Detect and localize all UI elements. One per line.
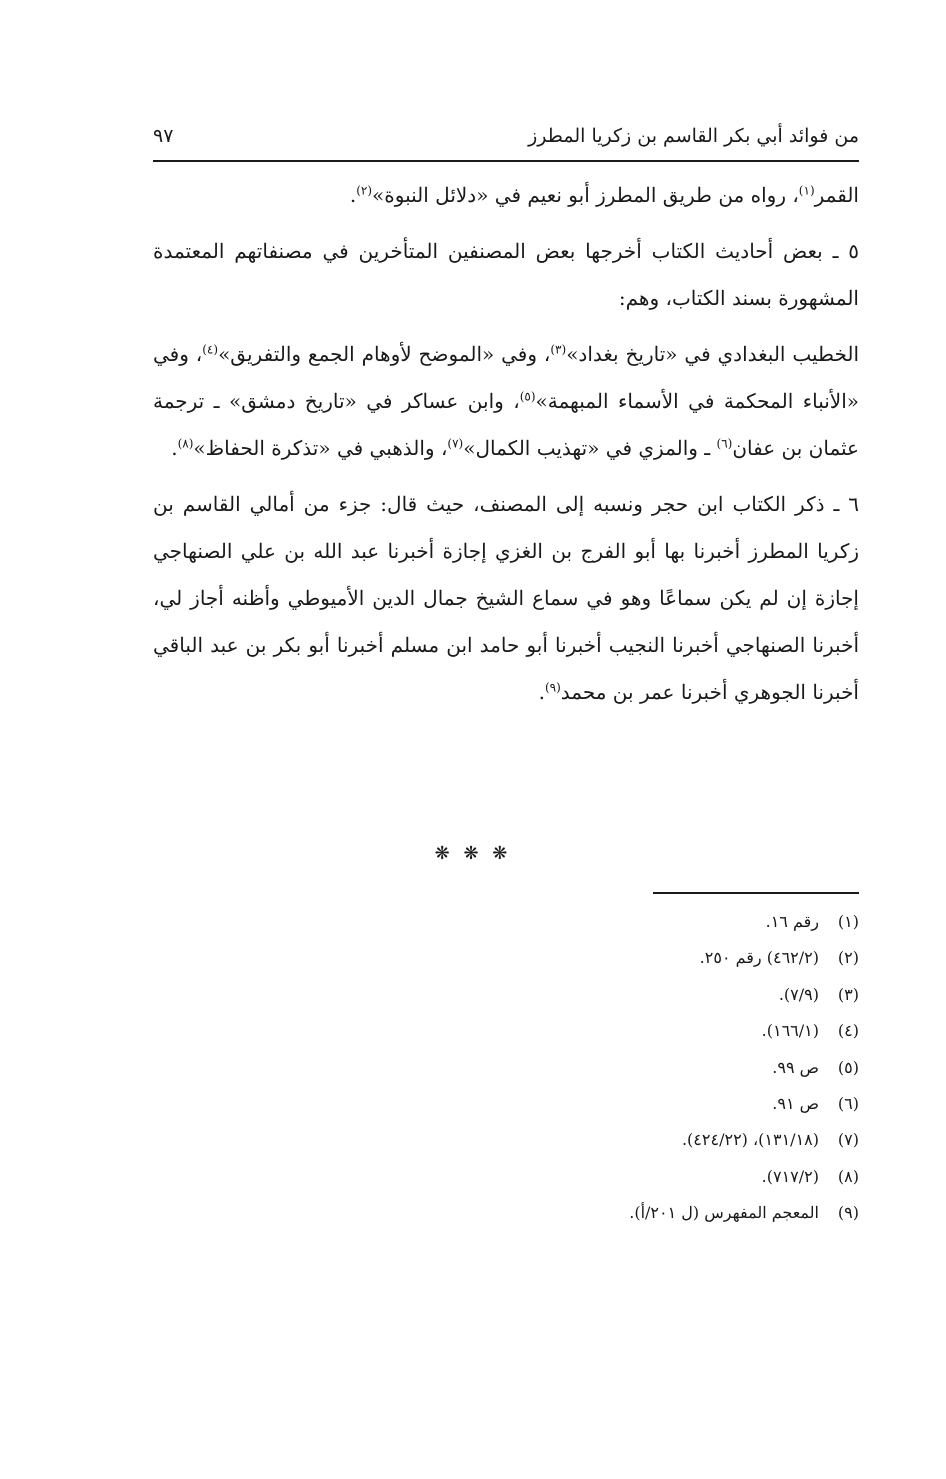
footnote-number: (٣) [837, 984, 859, 1004]
paragraph-text: ٥ ـ بعض أحاديث الكتاب أخرجها بعض المصنفين المتأخرين في مصنفاتهم المعتمدة المشهورة بسند الكتاب، وهم: [153, 239, 859, 310]
footnote-number: (١) [837, 912, 859, 931]
section-separator: ❋ ❋ ❋ [434, 843, 512, 864]
paragraph-text: ، وفي «الأنباء المحكمة في الأسماء المبهمة» [153, 342, 860, 413]
paragraph-text: ، وفي «الموضح لأوهام الجمع والتفريق» [218, 342, 551, 366]
footnote-number: (٦) [837, 1093, 859, 1113]
footnote-number: (٩) [837, 1203, 859, 1223]
footnote-text: ص ٩٩. [772, 1057, 819, 1077]
footnote-item [453, 904, 859, 940]
footnote-ref: (٦) [716, 436, 733, 451]
footnote-item [453, 1013, 859, 1049]
paragraph [153, 172, 859, 219]
main-text [153, 172, 859, 716]
paragraph-text: ، وابن عساكر في «تاريخ دمشق» ـ ترجمة عثمان بن عفان [153, 389, 859, 460]
paragraph-text: . [538, 680, 545, 704]
paragraph-text: الخطيب البغدادي في «تاريخ بغداد» [566, 342, 859, 366]
footnote-text: المعجم المفهرس (ل ٢٠١/أ). [629, 1203, 819, 1223]
paragraph [153, 228, 859, 322]
footnote-text: (٧/٩). [778, 984, 819, 1004]
footnote-text: (٧١٧/٢). [761, 1166, 819, 1186]
footnote-item [453, 940, 859, 976]
paragraph [153, 331, 859, 472]
running-header [153, 118, 859, 154]
footnote-number: (٤) [837, 1021, 859, 1041]
footnote-ref: (٨) [177, 436, 194, 451]
footnote-item [453, 1195, 859, 1231]
footnote-item [453, 1086, 859, 1122]
footnote-text: (١٣١/١٨)، (٤٢٤/٢٢). [681, 1130, 819, 1150]
footnote-item [453, 1122, 859, 1158]
footnote-item [453, 977, 859, 1013]
footnote-ref: (٧) [447, 436, 464, 451]
footnotes [453, 904, 859, 1232]
footnote-number: (٧) [837, 1130, 859, 1150]
footnote-item [453, 1159, 859, 1195]
footnote-number: (٥) [837, 1057, 859, 1077]
footnote-ref: (١) [798, 183, 815, 198]
paragraph-text: . [349, 183, 357, 207]
footnote-item [453, 1050, 859, 1086]
footnote-text: ص ٩١. [772, 1093, 819, 1113]
footnote-ref: (٢) [356, 183, 373, 198]
paragraph-text: ٦ ـ ذكر الكتاب ابن حجر ونسبه إلى المصنف، حيث قال: جزء من أمالي القاسم بن زكريا المطرز أخبرنا بها أبو الفرج بن الغزي إجازة أخبرنا عبد الله بن علي الصنهاجي إجازة إن لم يكن سماعًا وهو في سماع الشيخ جمال الدين الأميوطي وأظنه أجاز لي، أخبرنا الصنهاجي أخبرنا النجيب أخبرنا أبو حامد ابن مسلم أخبرنا أبو بكر بن عبد الباقي أخبرنا الجوهري أخبرنا عمر بن محمد [153, 492, 859, 704]
footnote-ref: (٤) [202, 342, 219, 357]
page-number: ٩٧ [153, 125, 174, 147]
paragraph-text: ـ والمزي في «تهذيب الكمال» [463, 436, 717, 460]
footnote-ref: (٥) [519, 389, 536, 404]
footnote-text: (١٦٦/١). [761, 1021, 819, 1041]
footnote-number: (٨) [837, 1166, 859, 1186]
paragraph-text: ، والذهبي في «تذكرة الحفاظ» [193, 436, 448, 460]
footnote-ref: (٣) [550, 342, 567, 357]
footnote-rule [653, 892, 859, 894]
footnote-text: (٤٦٢/٢) رقم ٢٥٠. [699, 948, 819, 968]
header-rule [153, 160, 859, 162]
paragraph-text: القمر [814, 183, 859, 207]
paragraph-text: . [171, 436, 178, 460]
running-title: من فوائد أبي بكر القاسم بن زكريا المطرز [528, 125, 859, 147]
paragraph [153, 481, 859, 716]
footnote-number: (٢) [837, 948, 859, 968]
paragraph-text: ، رواه من طريق المطرز أبو نعيم في «دلائل النبوة» [372, 183, 799, 207]
footnote-ref: (٩) [544, 680, 561, 695]
footnote-text: رقم ١٦. [765, 912, 819, 931]
